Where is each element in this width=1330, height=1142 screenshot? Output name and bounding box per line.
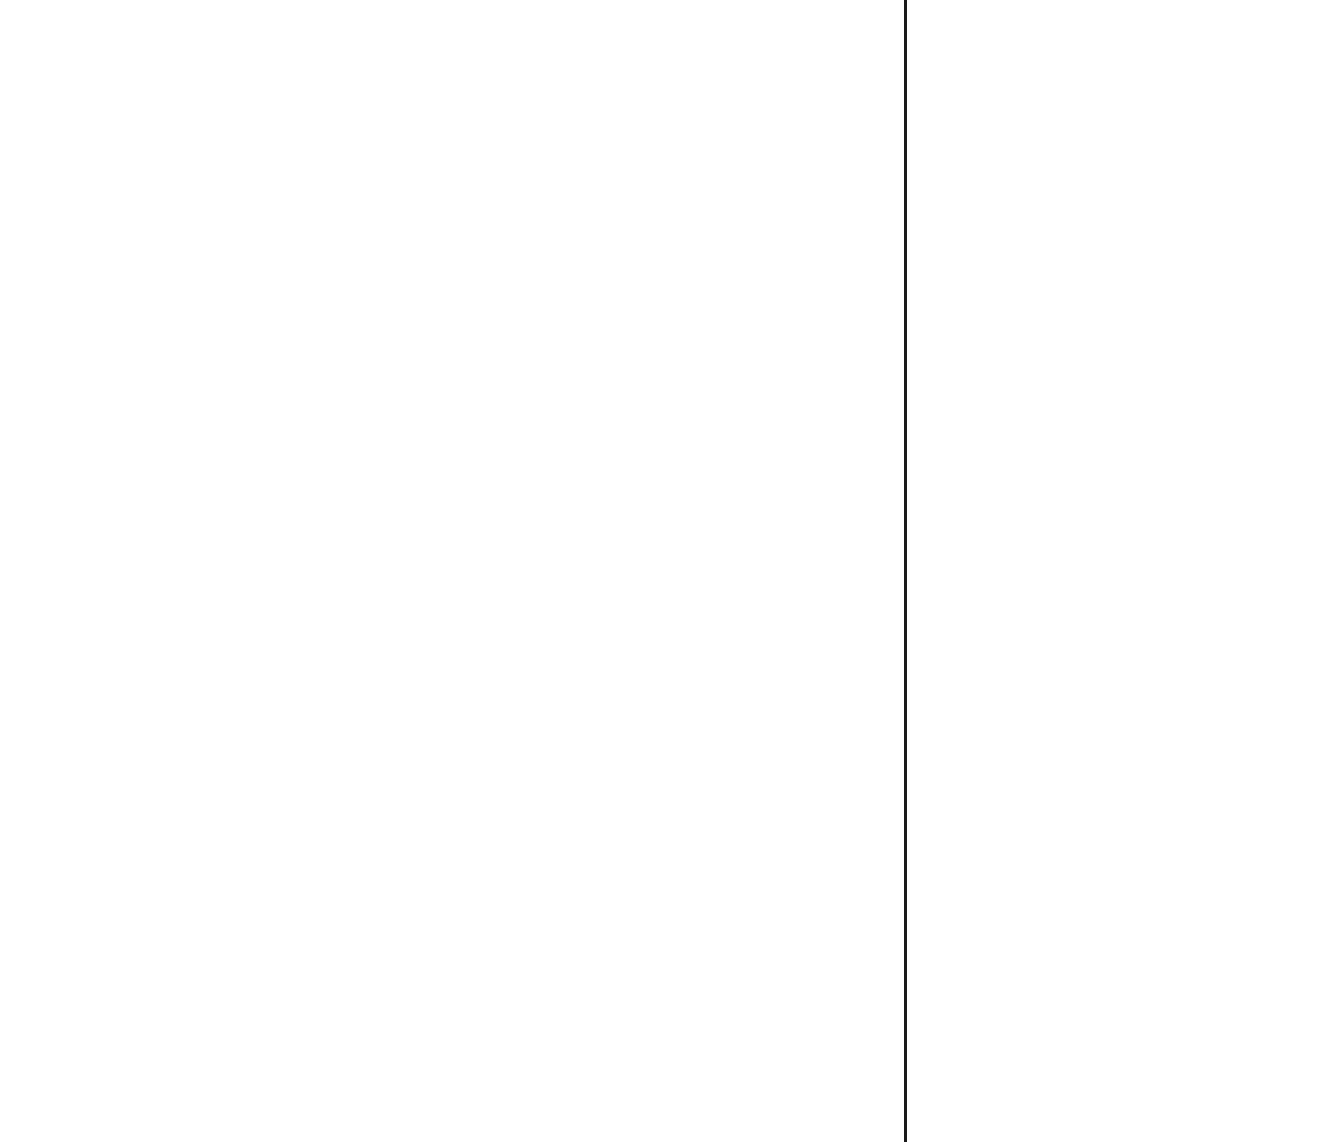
column-divider — [904, 0, 907, 1142]
